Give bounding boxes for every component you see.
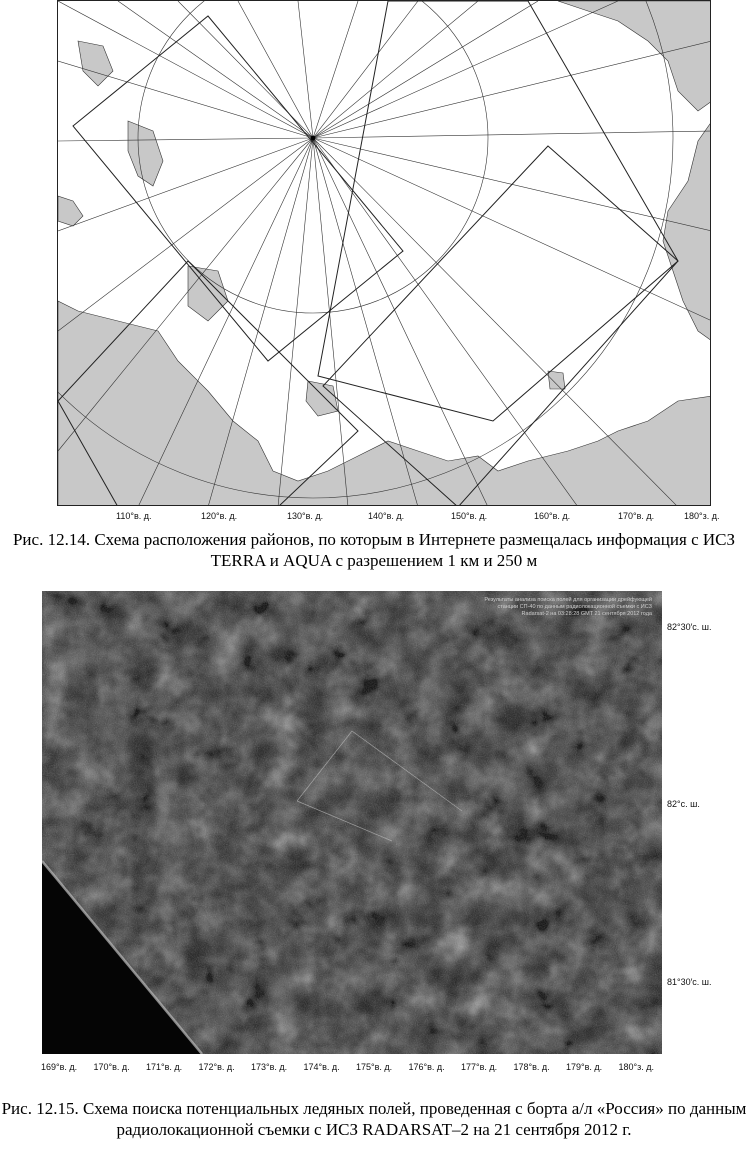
lat-label: 81°30′с. ш. <box>667 977 712 987</box>
lon-label: 140°в. д. <box>368 511 405 521</box>
lon-label: 170°в. д. <box>618 511 655 521</box>
lon-label: 120°в. д. <box>201 511 238 521</box>
lon-label: 110°в. д. <box>116 511 152 521</box>
lon-label: 169°в. д. <box>41 1062 78 1072</box>
lon-label: 170°в. д. <box>93 1062 130 1072</box>
radar-overlay-text: Результаты анализа поиска полей для организации дрейфующей станции СП-40 по данным радиолокационной съемки с ИСЗ Radarsat-2 на 03:28:28 GMT 21 сентября 2012 года <box>484 597 652 617</box>
lon-label: 160°в. д. <box>534 511 571 521</box>
lat-label: 82°с. ш. <box>667 799 700 809</box>
lon-label: 173°в. д. <box>251 1062 288 1072</box>
lon-label: 179°в. д. <box>566 1062 603 1072</box>
lon-label: 130°в. д. <box>287 511 324 521</box>
lon-label: 178°в. д. <box>513 1062 550 1072</box>
lon-label: 176°в. д. <box>408 1062 445 1072</box>
lon-label: 171°в. д. <box>146 1062 183 1072</box>
lon-label: 150°в. д. <box>451 511 488 521</box>
lon-label: 175°в. д. <box>356 1062 393 1072</box>
lon-label: 174°в. д. <box>303 1062 340 1072</box>
lon-label: 180°з. д. <box>618 1062 654 1072</box>
figure1-caption: Рис. 12.14. Схема расположения районов, по которым в Интернете размещалась информация с ИСЗ TERRA и AQUA с разрешением 1 км и 250 м <box>12 530 736 570</box>
lat-label: 82°30′с. ш. <box>667 622 712 632</box>
figure2-caption: Рис. 12.15. Схема поиска потенциальных ледяных полей, проведенная с борта а/л «Россия» по данным радиолокационной съемки с ИСЗ RADARSAT–2 на 21 сентября 2012 г. <box>1 1099 747 1139</box>
lon-label: 177°в. д. <box>461 1062 498 1072</box>
lon-label: 180°з. д. <box>684 511 720 521</box>
lon-label: 172°в. д. <box>198 1062 235 1072</box>
